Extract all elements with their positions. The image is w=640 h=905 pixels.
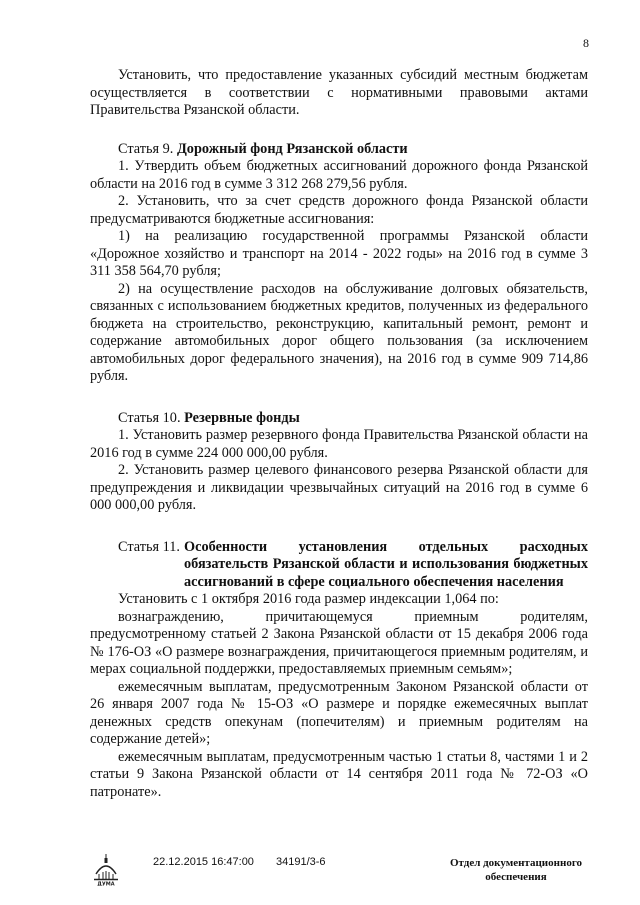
article-11-paragraph: Установить с 1 октября 2016 года размер индексации 1,064 по: bbox=[118, 591, 499, 607]
document-number: 34191/3-6 bbox=[276, 856, 326, 868]
article-11-title: Особенности установления отдельных расходных обязательств Рязанской области и использования бюджетных ассигнований в сфере социального обеспечения населения bbox=[184, 538, 588, 590]
article-10-paragraph: 1. Установить размер резервного фонда Правительства Рязанской области на 2016 год в сумме 224 000 000,00 рубля. bbox=[90, 427, 588, 461]
duma-logo-icon bbox=[92, 852, 120, 886]
article-9-label: Статья 9. bbox=[118, 140, 174, 157]
article-11-paragraph: ежемесячным выплатам, предусмотренным частью 1 статьи 8, частями 1 и 2 статьи 9 Закона Рязанской области от 14 сентября 2011 года № 72-ОЗ «О патронате». bbox=[90, 748, 588, 800]
logo-text: ДУМА bbox=[97, 881, 115, 886]
article-9-paragraph: 2) на осуществление расходов на обслуживание долговых обязательств, связанных с использованием бюджетных кредитов, полученных из федерального бюджета на строительство, реконструкцию, капитальный ремонт, ремонт и содержание автомобильных дорог общего пользования (за исключением автомобильных дорог федерального значения), на 2016 год в сумме 909 714,86 рубля. bbox=[90, 280, 588, 384]
article-10-heading bbox=[90, 410, 588, 428]
document-body bbox=[90, 67, 588, 801]
page-number: 8 bbox=[583, 36, 589, 50]
article-11-label: Статья 11. bbox=[118, 538, 181, 555]
footer bbox=[0, 852, 640, 892]
department-stamp: Отдел документационного обеспечения bbox=[449, 857, 583, 883]
article-10-label: Статья 10. bbox=[118, 409, 181, 426]
article-11-heading bbox=[90, 539, 588, 592]
article-9-paragraph: 1) на реализацию государственной программы Рязанской области «Дорожное хозяйство и транспорт на 2014 - 2022 годы» на 2016 год в сумме 3 311 358 564,70 рубля; bbox=[90, 228, 588, 279]
timestamp: 22.12.2015 16:47:00 bbox=[153, 856, 254, 868]
article-9-paragraph: 1. Утвердить объем бюджетных ассигнований дорожного фонда Рязанской области на 2016 год в сумме 3 312 268 279,56 рубля. bbox=[90, 158, 588, 192]
article-9-heading bbox=[90, 141, 588, 159]
article-9-paragraph: 2. Установить, что за счет средств дорожного фонда Рязанской области предусматриваются бюджетные ассигнования: bbox=[90, 193, 588, 227]
article-10-title: Резервные фонды bbox=[184, 409, 300, 426]
article-9-title: Дорожный фонд Рязанской области bbox=[176, 140, 408, 157]
article-11-paragraph: ежемесячным выплатам, предусмотренным Законом Рязанской области от 26 января 2007 года № 15-ОЗ «О размере и порядке ежемесячных выплат денежных средств опекунам (попечителям) и приемным родителям на содержание детей»; bbox=[90, 678, 588, 747]
intro-paragraph: Установить, что предоставление указанных субсидий местным бюджетам осуществляется в соответствии с нормативными правовыми актами Правительства Рязанской области. bbox=[90, 67, 588, 118]
article-10-paragraph: 2. Установить размер целевого финансового резерва Рязанской области для предупреждения и ликвидации чрезвычайных ситуаций на 2016 год в сумме 6 000 000,00 рубля. bbox=[90, 462, 588, 513]
article-11-paragraph: вознаграждению, причитающемуся приемным родителям, предусмотренному статьей 2 Закона Рязанской области от 15 декабря 2006 года № 176-ОЗ «О размере вознаграждения, причитающегося приемным родителям, и мерах социальной поддержки, предоставляемых приемным семьям»; bbox=[90, 608, 588, 677]
